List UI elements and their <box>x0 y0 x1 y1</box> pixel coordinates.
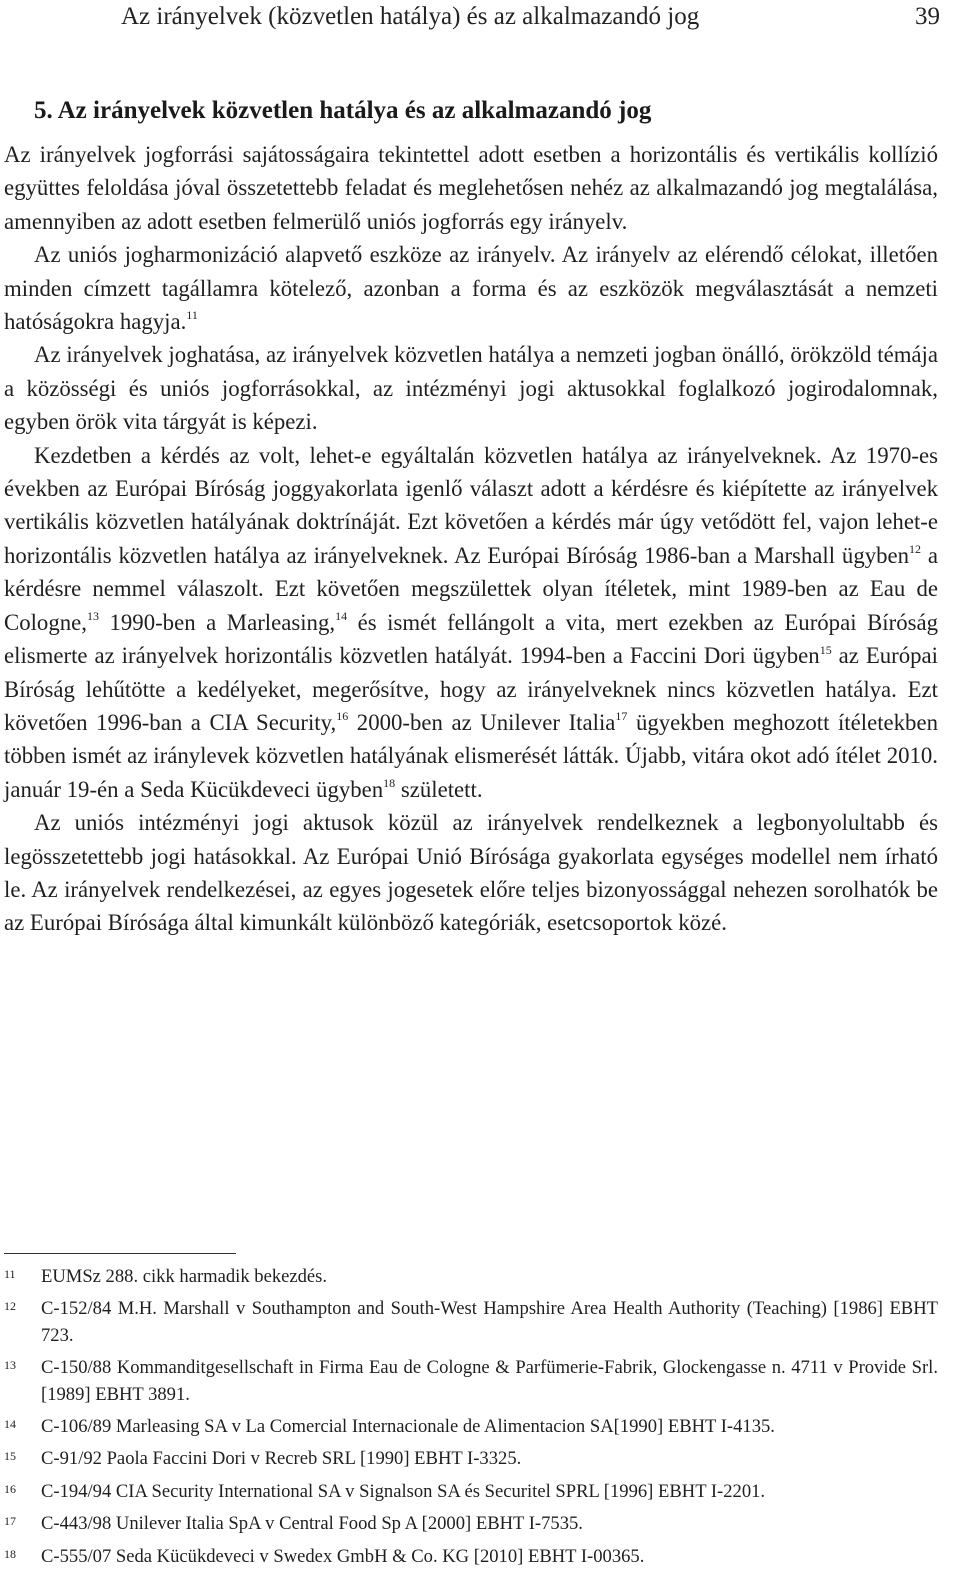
footnote-ref-13[interactable]: 13 <box>86 609 99 624</box>
footnote-ref-15[interactable]: 15 <box>819 642 832 657</box>
footnote-number: 12 <box>4 1299 16 1314</box>
paragraph-4-text-e: az Európai Bíróság lehűtötte a kedélyeket, megerősítve, hogy az irányelveknek nincs közvetlen hatálya. Ezt követően 1996-ban a CIA Security, <box>4 643 938 735</box>
paragraph-4-text-a: Kezdetben a kérdés az volt, lehet-e egyáltalán közvetlen hatálya az irányelveknek. Az 1970-es években az Európai Bíróság joggyakorlata igenlő választ adott a kérdésre és kiépítette az irányelvek vertikális közvetlen hatályának doktrínáját. Ezt követően a kérdés már úgy vetődött fel, vajon lehet-e horizontális közvetlen hatálya az irányelveknek. Az Európai Bíróság 1986-ban a Marshall ügyben <box>4 442 938 568</box>
paragraph-4-text-c: 1990-ben a Marleasing, <box>98 609 336 635</box>
footnote-text: C-194/94 CIA Security International SA v Signalson SA és Securitel SPRL [1996] EBHT I-2201. <box>41 1480 766 1502</box>
paragraph-4-text-h: született. <box>395 776 483 802</box>
footnote <box>4 1355 938 1408</box>
footnote-ref-17[interactable]: 17 <box>615 709 628 724</box>
footnote-number: 18 <box>4 1546 16 1561</box>
footnote-number: 16 <box>4 1481 16 1496</box>
footnote-text: C-152/84 M.H. Marshall v Southampton and South-West Hampshire Area Health Authority (Teaching) [1986] EBHT 723. <box>41 1298 938 1346</box>
footnote-text: C-555/07 Seda Kücükdeveci v Swedex GmbH & Co. KG [2010] EBHT I-00365. <box>41 1545 645 1567</box>
paragraph-4-text-g: ügyekben meghozott ítéletekben többen ismét az iránylevek közvetlen hatályának elismerését látták. Újabb, vitára okot adó ítélet 2010. január 19-én a Seda Kücükdeveci ügyben <box>4 709 938 802</box>
paragraph-4-text-d: és ismét fellángolt a vita, mert ezekben az Európai Bíróság elismerte az irányelvek horizontális közvetlen hatályát. 1994-ben a Faccini Dori ügyben <box>4 609 938 669</box>
footnote-number: 17 <box>4 1514 16 1529</box>
paragraph-1: Az irányelvek jogforrási sajátosságaira tekintettel adott esetben a horizontális és vertikális kollízió együttes feloldása jóval összetettebb feladat és meglehetősen nehéz az alkalmazandó jog megtalálása, amennyiben az adott esetben felmerülő uniós jogforrás egy irányelv. <box>4 142 938 234</box>
paragraph-4 <box>4 439 938 806</box>
footnote <box>4 1414 938 1440</box>
footnote-number: 13 <box>4 1358 16 1373</box>
footnote-ref-14[interactable]: 14 <box>335 609 348 624</box>
footnote-text: C-91/92 Paola Faccini Dori v Recreb SRL [1990] EBHT I-3325. <box>41 1448 522 1470</box>
paragraph-4-text-b: a kérdésre nemmel válaszolt. Ezt követően megszülettek olyan ítéletek, mint 1989-ben az Eau de Cologne, <box>4 542 938 635</box>
footnote <box>4 1479 938 1505</box>
footnote <box>4 1296 938 1349</box>
paragraph-5: Az uniós intézményi jogi aktusok közül az irányelvek rendelkeznek a legbonyolultabb és legösszetettebb jogi hatásokkal. Az Európai Unió Bírósága gyakorlata egységes modellel nem írható le. Az irányelvek rendelkezései, az egyes jogesetek előre teljes bizonyossággal nehezen sorolhatók be az Európai Bírósága által kimunkált különböző kategóriák, esetcsoportok közé. <box>4 810 938 936</box>
paragraph-3: Az irányelvek joghatása, az irányelvek közvetlen hatálya a nemzeti jogban önálló, örökzöld témája a közösségi és uniós jogforrásokkal, az intézményi jogi aktusokkal foglalkozó jogirodalomnak, egyben örök vita tárgyát is képezi. <box>4 342 938 435</box>
footnote-ref-12[interactable]: 12 <box>909 542 922 557</box>
footnote-ref-18[interactable]: 18 <box>383 776 396 791</box>
footnote-text: EUMSz 288. cikk harmadik bekezdés. <box>41 1266 328 1287</box>
footnote <box>4 1446 938 1472</box>
footnotes <box>4 1264 938 1576</box>
footnote-number: 14 <box>4 1417 16 1432</box>
footnote <box>4 1544 938 1570</box>
running-header-title: Az irányelvek (közvetlen hatálya) és az alkalmazandó jog <box>121 3 700 30</box>
running-header <box>121 0 940 34</box>
paragraph-4-text-f: 2000-ben az Unilever Italia <box>348 709 616 735</box>
footnote-ref-11[interactable]: 11 <box>186 308 198 323</box>
body-text <box>4 94 938 940</box>
footnote <box>4 1264 938 1290</box>
footnote-text: C-150/88 Kommanditgesellschaft in Firma Eau de Cologne & Parfümerie-Fabrik, Glockengasse n. 4711 v Provide Srl. [1989] EBHT 3891. <box>41 1357 938 1405</box>
section-heading: 5. Az irányelvek közvetlen hatálya és az alkalmazandó jog <box>34 97 652 124</box>
footnote-ref-16[interactable]: 16 <box>336 709 349 724</box>
paragraph-2 <box>4 238 938 338</box>
paragraph-2-text: Az uniós jogharmonizáció alapvető eszköze az irányelv. Az irányelv az elérendő célokat, illetően minden címzett tagállamra kötelező, azonban a forma és az eszközök megválasztását a nemzeti hatóságokra hagyja. <box>4 242 938 335</box>
footnote-number: 15 <box>4 1449 16 1464</box>
footnote-text: C-106/89 Marleasing SA v La Comercial Internacionale de Alimentacion SA[1990] EBHT I-4135. <box>41 1416 775 1438</box>
footnote-separator <box>4 1253 236 1254</box>
footnote <box>4 1511 938 1537</box>
footnote-number: 11 <box>4 1267 16 1281</box>
page-number: 39 <box>915 3 940 30</box>
footnote-text: C-443/98 Unilever Italia SpA v Central Food Sp A [2000] EBHT I-7535. <box>41 1513 583 1535</box>
